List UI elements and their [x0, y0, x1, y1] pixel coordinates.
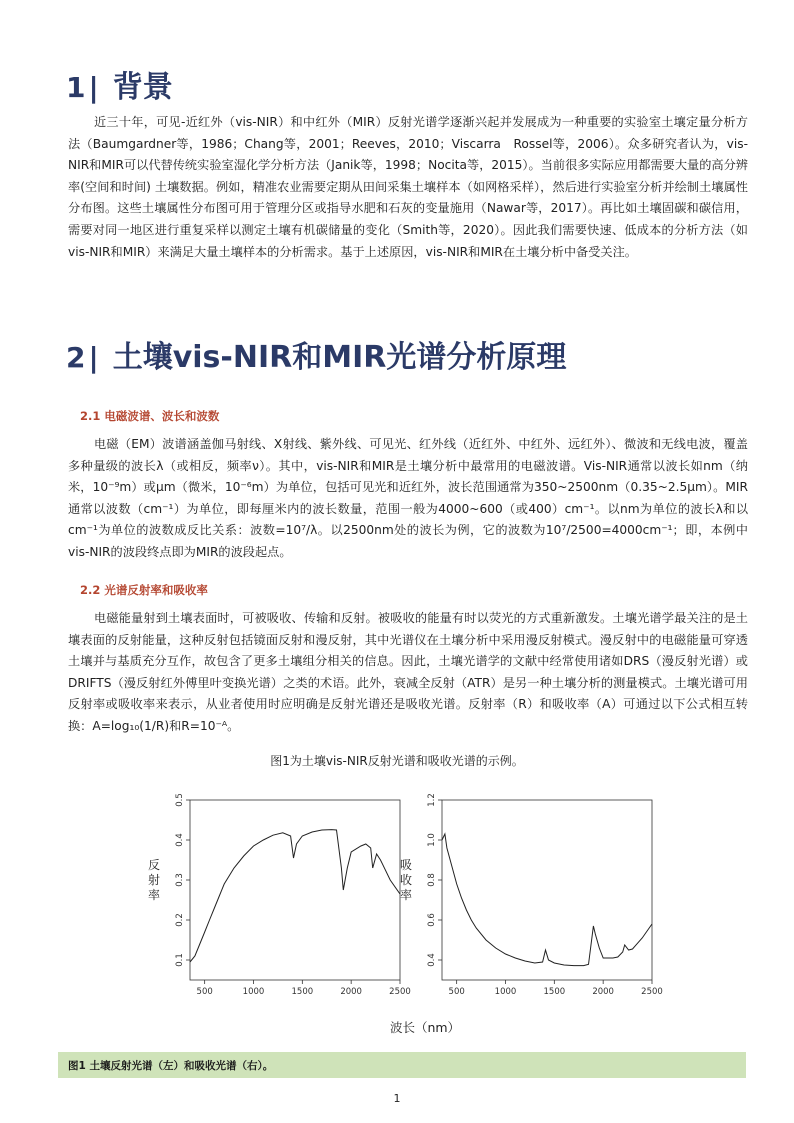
figure-1: [147, 786, 670, 1036]
y-tick-label: 0.8: [427, 873, 437, 887]
spectra-figure: [147, 786, 670, 1036]
heading-bar: |: [88, 341, 99, 374]
y-axis-label: 射: [147, 873, 161, 887]
section-1-body: [68, 112, 748, 263]
subsection-2-1-body: [68, 434, 748, 564]
y-axis-label: 吸: [399, 858, 413, 872]
y-tick-label: 0.6: [427, 913, 437, 927]
section-title: 背景: [112, 70, 173, 105]
section-number: 1: [66, 71, 87, 104]
x-tick-label: 2500: [641, 987, 663, 997]
y-axis-label: 收: [399, 873, 413, 887]
y-tick-label: 0.5: [175, 793, 185, 807]
y-tick-label: 0.4: [175, 833, 185, 847]
x-tick-label: 500: [448, 987, 465, 997]
y-tick-label: 1.2: [427, 793, 437, 807]
section-number: 2: [66, 341, 87, 374]
spectrum-line: [442, 834, 652, 966]
y-axis-label: 率: [147, 888, 161, 902]
y-axis-label: 反: [147, 858, 161, 872]
spectrum-line: [190, 830, 400, 962]
y-tick-label: 0.2: [175, 913, 185, 927]
subsection-2-1-title: 2.1 电磁波谱、波长和波数: [80, 409, 220, 423]
x-tick-label: 1000: [242, 987, 265, 997]
y-tick-label: 1.0: [427, 833, 437, 847]
x-tick-label: 1000: [494, 987, 517, 997]
subsection-2-2-body: [68, 608, 748, 738]
x-tick-label: 1500: [543, 987, 566, 997]
x-tick-label: 2500: [389, 987, 411, 997]
section-2-heading: [66, 332, 566, 376]
heading-bar: |: [88, 71, 99, 104]
x-tick-label: 1500: [291, 987, 314, 997]
x-tick-label: 2000: [592, 987, 614, 997]
x-tick-label: 500: [196, 987, 213, 997]
paragraph: 电磁能量射到土壤表面时，可被吸收、传输和反射。被吸收的能量有时以荧光的方式重新激发。土壤光谱学最关注的是土壤表面的反射能量，这种反射包括镜面反射和漫反射，其中光谱仪在土壤分析中采用漫反射模式。漫反射中的电磁能量可穿透土壤并与基质充分互作，故包含了更多土壤组分相关的信息。因此，土壤光谱学的文献中经常使用诸如DRS（漫反射光谱）或DRIFTS（漫反射红外傅里叶变换光谱）之类的术语。此外，衰减全反射（ATR）是另一种土壤分析的测量模式。土壤光谱可用反射率或吸收率来表示，从业者使用时应明确是反射光谱还是吸收光谱。反射率（R）和吸收率（A）可通过以下公式相互转换：A=log₁₀(1/R)和R=10⁻ᴬ。: [68, 611, 748, 733]
figure-intro-text: 图1为土壤vis-NIR反射光谱和吸收光谱的示例。: [270, 754, 524, 768]
x-axis-label: 波长（nm）: [389, 1020, 461, 1035]
y-tick-label: 0.1: [175, 953, 185, 967]
paragraph: 近三十年，可见-近红外（vis-NIR）和中红外（MIR）反射光谱学逐渐兴起并发展成为一种重要的实验室土壤定量分析方法（Baumgardner等，1986；Chang等，2001；Reeves，2010；Viscarra Rossel等，2006）。众多研究者认为，vis-NIR和MIR可以代替传统实验室湿化学分析方法（Janik等，1998；Nocita等，2015）。当前很多实际应用都需要大量的高分辨率(空间和时间) 土壤数据。例如，精准农业需要定期从田间采集土壤样本（如网格采样），然后进行实验室分析并绘制土壤属性分布图。这些土壤属性分布图可用于管理分区或指导水肥和石灰的变量施用（Nawar等，2017）。再比如土壤固碳和碳信用，需要对同一地区进行重复采样以测定土壤有机碳储量的变化（Smith等，2020）。因此我们需要快速、低成本的分析方法（如vis-NIR和MIR）来满足大量土壤样本的分析需求。基于上述原因，vis-NIR和MIR在土壤分析中备受关注。: [68, 115, 748, 259]
figure-caption-bar: [58, 1052, 746, 1078]
paragraph: 电磁（EM）波谱涵盖伽马射线、X射线、紫外线、可见光、红外线（近红外、中红外、远红外）、微波和无线电波，覆盖多种量级的波长λ（或相反，频率ν）。其中，vis-NIR和MIR是土壤分析中最常用的电磁波谱。Vis-NIR通常以波长如nm（纳米，10⁻⁹m）或μm（微米，10⁻⁶m）为单位，包括可见光和近红外，波长范围通常为350~2500nm（0.35~2.5μm）。MIR通常以波数（cm⁻¹）为单位，即每厘米内的波长数量，范围一般为4000~600（或400）cm⁻¹。以nm为单位的波长λ和以cm⁻¹为单位的波数成反比关系：波数=10⁷/λ。以2500nm处的波长为例，它的波数为10⁷/2500=4000cm⁻¹；即，本例中vis-NIR的波段终点即为MIR的波段起点。: [68, 437, 748, 559]
y-tick-label: 0.3: [175, 873, 185, 887]
x-tick-label: 2000: [340, 987, 362, 997]
absorbance-chart: [400, 793, 663, 997]
subsection-2-2-title: 2.2 光谱反射率和吸收率: [80, 583, 208, 597]
reflectance-chart: [148, 793, 411, 997]
figure-caption: 图1 土壤反射光谱（左）和吸收光谱（右）。: [68, 1060, 274, 1072]
y-axis-label: 率: [399, 888, 413, 902]
page-number: 1: [393, 1092, 401, 1105]
plot-frame: [442, 800, 652, 980]
section-title: 土壤vis-NIR和MIR光谱分析原理: [112, 340, 567, 375]
y-tick-label: 0.4: [427, 953, 437, 967]
section-1-heading: [66, 62, 173, 106]
